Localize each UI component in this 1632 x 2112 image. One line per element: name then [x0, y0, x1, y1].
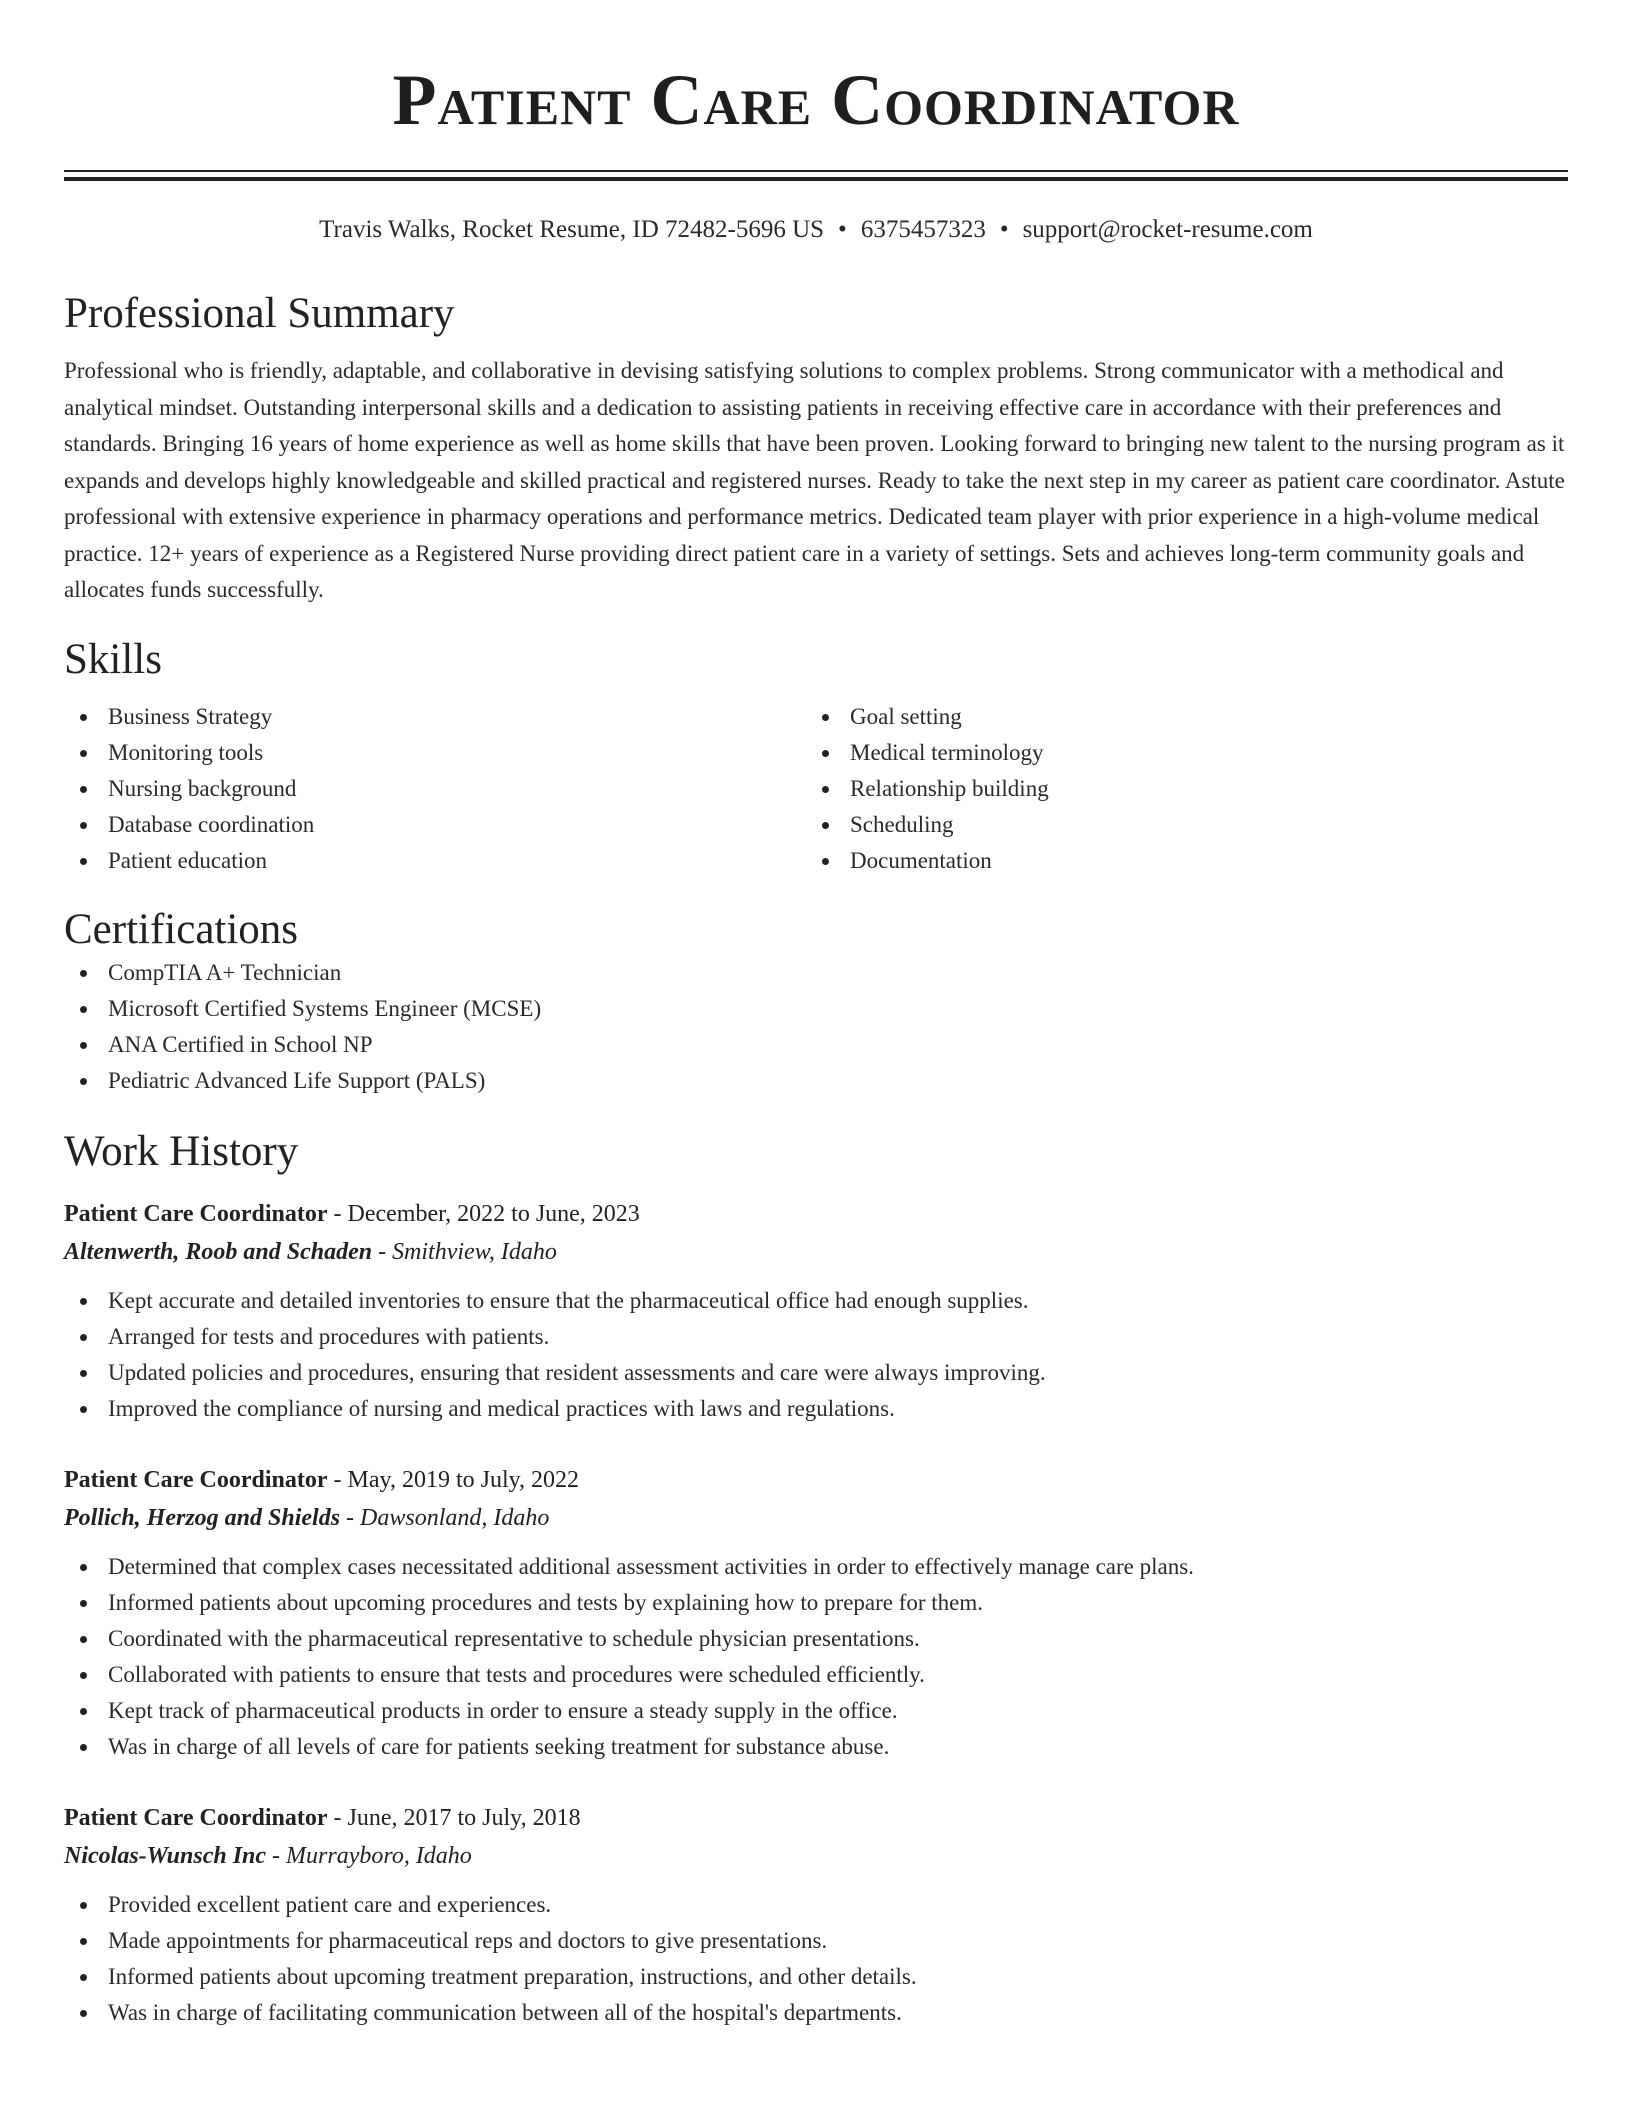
certifications-list: [64, 955, 1568, 1099]
skill-item: Medical terminology: [806, 735, 1548, 771]
certifications-heading: Certifications: [64, 905, 299, 953]
job-duty: Determined that complex cases necessitated additional assessment activities in order to effectively manage care plans.: [64, 1549, 1568, 1585]
job-company: Pollich, Herzog and Shields: [64, 1504, 341, 1531]
job-entry: [64, 1195, 1568, 1427]
job-title: Patient Care Coordinator: [64, 1200, 328, 1227]
certification-item: CompTIA A+ Technician: [64, 955, 1568, 991]
certification-item: Microsoft Certified Systems Engineer (MCSE): [64, 991, 1568, 1027]
contact-separator: •: [999, 216, 1009, 243]
job-company-line: [64, 1837, 1568, 1875]
job-duty: Kept accurate and detailed inventories to ensure that the pharmaceutical office had enough supplies.: [64, 1283, 1568, 1319]
skill-item: Scheduling: [806, 807, 1548, 843]
job-company-line: [64, 1499, 1568, 1537]
contact-line: [64, 215, 1568, 245]
job-company: Altenwerth, Roob and Schaden: [64, 1238, 373, 1265]
skill-item: Relationship building: [806, 771, 1548, 807]
job-title: Patient Care Coordinator: [64, 1804, 328, 1831]
job-location: - Dawsonland, Idaho: [346, 1504, 550, 1531]
title-divider: [64, 170, 1568, 181]
skills-columns: [64, 699, 1568, 879]
job-dates: - May, 2019 to July, 2022: [333, 1466, 580, 1493]
contact-phone: 6375457323: [860, 216, 986, 243]
skills-list-left: [64, 699, 806, 879]
job-duties-list: [64, 1887, 1568, 2031]
job-duty: Kept track of pharmaceutical products in order to ensure a steady supply in the office.: [64, 1693, 1568, 1729]
job-duty: Updated policies and procedures, ensuring that resident assessments and care were always improving.: [64, 1355, 1568, 1391]
job-duty: Provided excellent patient care and experiences.: [64, 1887, 1568, 1923]
job-entry: [64, 1799, 1568, 2031]
job-title: Patient Care Coordinator: [64, 1466, 328, 1493]
job-duty: Informed patients about upcoming treatment preparation, instructions, and other details.: [64, 1959, 1568, 1995]
skills-heading: Skills: [64, 635, 162, 683]
job-duty: Made appointments for pharmaceutical reps and doctors to give presentations.: [64, 1923, 1568, 1959]
page-title: Patient Care Coordinator: [392, 60, 1240, 140]
summary-heading: Professional Summary: [64, 290, 455, 337]
job-duty: Improved the compliance of nursing and medical practices with laws and regulations.: [64, 1391, 1568, 1427]
contact-email: support@rocket-resume.com: [1022, 216, 1313, 243]
skills-list-right: [806, 699, 1548, 879]
job-entry: [64, 1461, 1568, 1765]
job-title-line: [64, 1195, 1568, 1233]
job-duty: Was in charge of all levels of care for patients seeking treatment for substance abuse.: [64, 1729, 1568, 1765]
skill-item: Nursing background: [64, 771, 806, 807]
job-title-line: [64, 1461, 1568, 1499]
job-company: Nicolas-Wunsch Inc: [64, 1842, 267, 1869]
job-location: - Smithview, Idaho: [378, 1238, 557, 1265]
contact-address: Travis Walks, Rocket Resume, ID 72482-5696 US: [319, 216, 825, 243]
job-title-line: [64, 1799, 1568, 1837]
skill-item: Database coordination: [64, 807, 806, 843]
job-duty: Arranged for tests and procedures with patients.: [64, 1319, 1568, 1355]
job-dates: - December, 2022 to June, 2023: [333, 1200, 640, 1227]
job-duty: Was in charge of facilitating communication between all of the hospital's departments.: [64, 1995, 1568, 2031]
skill-item: Patient education: [64, 843, 806, 879]
job-duty: Informed patients about upcoming procedures and tests by explaining how to prepare for them.: [64, 1585, 1568, 1621]
skill-item: Goal setting: [806, 699, 1548, 735]
job-dates: - June, 2017 to July, 2018: [333, 1804, 581, 1831]
certification-item: Pediatric Advanced Life Support (PALS): [64, 1063, 1568, 1099]
skill-item: Business Strategy: [64, 699, 806, 735]
certification-item: ANA Certified in School NP: [64, 1027, 1568, 1063]
job-duty: Collaborated with patients to ensure that tests and procedures were scheduled efficiently.: [64, 1657, 1568, 1693]
work-history-heading: Work History: [64, 1127, 299, 1175]
job-duties-list: [64, 1283, 1568, 1427]
skill-item: Documentation: [806, 843, 1548, 879]
job-location: - Murrayboro, Idaho: [272, 1842, 472, 1869]
summary-text: Professional who is friendly, adaptable, and collaborative in devising satisfying solutions to complex problems. Strong communicator with a methodical and analytical mindset. Outstanding interpersonal skills and a dedication to assisting patients in receiving effective care in accordance with their preferences and standards. Bringing 16 years of home experience as well as home skills that have been proven. Looking forward to bringing new talent to the nursing program as it expands and develops highly knowledgeable and skilled practical and registered nurses. Ready to take the next step in my career as patient care coordinator. Astute professional with extensive experience in pharmacy operations and performance metrics. Dedicated team player with prior experience in a high-volume medical practice. 12+ years of experience as a Registered Nurse providing direct patient care in a variety of settings. Sets and achieves long-term community goals and allocates funds successfully.: [64, 358, 1565, 602]
contact-separator: •: [838, 216, 847, 243]
job-duty: Coordinated with the pharmaceutical representative to schedule physician presentations.: [64, 1621, 1568, 1657]
skill-item: Monitoring tools: [64, 735, 806, 771]
job-duties-list: [64, 1549, 1568, 1765]
job-company-line: [64, 1233, 1568, 1271]
